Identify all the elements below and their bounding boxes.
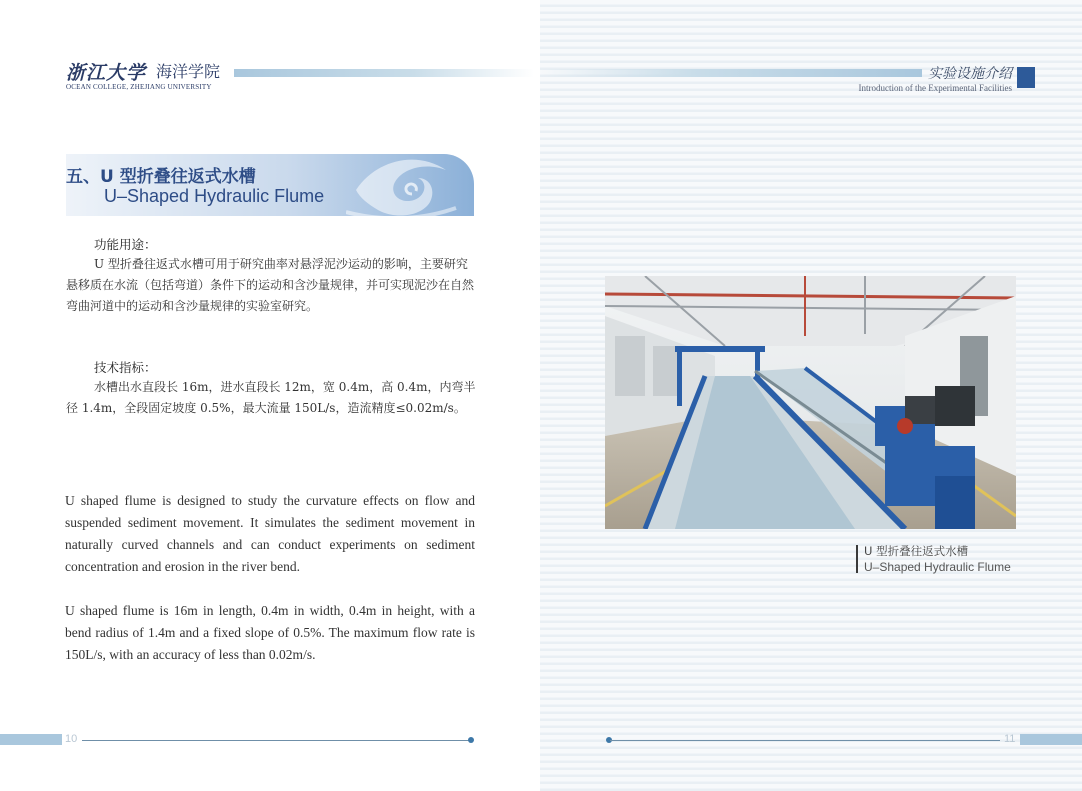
english-paragraph-2: U shaped flume is 16m in length, 0.4m in width, 0.4m in height, with a bend radius of 1.4m and a fixed slope of 0.5%. The maximum flow rate is 150L/s, with an accuracy of less than 0.02m/s. <box>65 603 475 662</box>
function-text: U 型折叠往返式水槽可用于研究曲率对悬浮泥沙运动的影响，主要研究悬移质在水流（包括弯道）条件下的运动和含沙量规律，并可实现泥沙在自然弯曲河道中的运动和含沙量规律的实验室研究。 <box>66 257 475 313</box>
footer-line-right <box>610 740 1000 741</box>
chapter-title-cn: 实验设施介绍 <box>928 66 1012 82</box>
college-name-cn: 海洋学院 <box>156 62 221 81</box>
header-band-left <box>234 69 534 77</box>
page-number-left: 10 <box>65 733 78 745</box>
section-banner <box>66 154 474 216</box>
wave-decoration-icon <box>346 154 474 216</box>
footer-band-right <box>1020 734 1082 745</box>
section-title-cn: 五、U 型折叠往返式水槽 <box>66 167 256 187</box>
footer-line-left <box>82 740 470 741</box>
specs-text: 水槽出水直段长 16m，进水直段长 12m，宽 0.4m，高 0.4m，内弯半径 1.4m，全段固定坡度 0.5%，最大流量 150L/s，造流精度≤0.02m/s。 <box>66 380 476 415</box>
university-logo-cn: 浙江大学 <box>66 62 147 84</box>
college-name-en: OCEAN COLLEGE, ZHEJIANG UNIVERSITY <box>66 83 212 91</box>
chapter-marker <box>1017 67 1035 88</box>
caption-bar <box>856 545 858 573</box>
page-number-right: 11 <box>1004 733 1016 745</box>
footer-dot-left <box>468 737 474 743</box>
chapter-title-en: Introduction of the Experimental Facilities <box>858 83 1012 93</box>
header-band-right <box>540 69 922 77</box>
function-heading: 功能用途： <box>94 237 157 252</box>
specs-heading: 技术指标： <box>94 360 157 375</box>
photo-caption-en: U–Shaped Hydraulic Flume <box>864 560 1011 574</box>
flume-photo <box>605 276 1016 529</box>
english-paragraph-1: U shaped flume is designed to study the curvature effects on flow and suspended sediment movement. It simulates the sediment movement in naturally curved channels and can conduct experiments on sediment concentration and erosion in the river bend. <box>65 493 475 574</box>
photo-caption-cn: U 型折叠往返式水槽 <box>864 544 969 558</box>
section-title-en: U–Shaped Hydraulic Flume <box>104 186 325 206</box>
footer-band-left <box>0 734 62 745</box>
flume-photo-illustration <box>605 276 1016 529</box>
